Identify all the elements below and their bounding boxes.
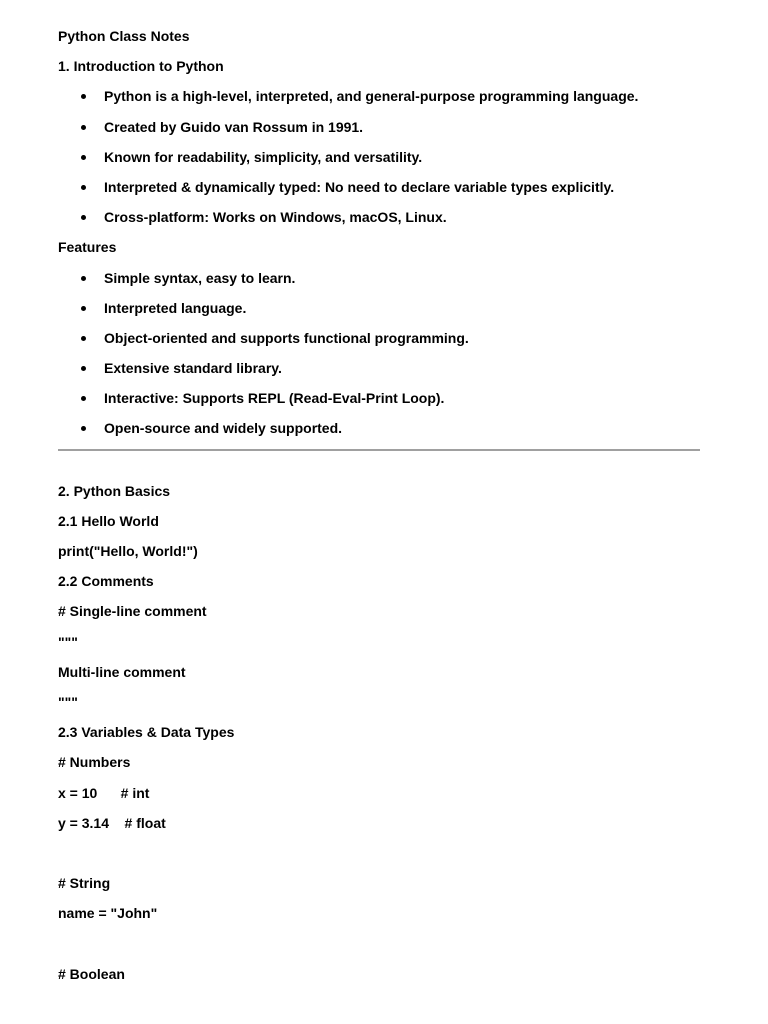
code-line-string-comment: # String <box>58 875 111 892</box>
code-line-print: print("Hello, World!") <box>58 543 198 559</box>
list-item: Object-oriented and supports functional programming. <box>58 326 700 356</box>
list-item: Extensive standard library. <box>58 356 700 386</box>
code-line-numbers-comment: # Numbers <box>58 754 131 771</box>
bullet-icon <box>81 426 86 431</box>
list-item: Interactive: Supports REPL (Read-Eval-Print Loop). <box>58 386 700 416</box>
features-bullet-list <box>58 266 700 447</box>
list-item: Simple syntax, easy to learn. <box>58 266 700 296</box>
introduction-bullet-list <box>58 84 700 235</box>
list-item: Open-source and widely supported. <box>58 416 700 446</box>
list-item: Interpreted language. <box>58 296 700 326</box>
subheading-comments: 2.2 Comments <box>58 573 154 590</box>
blank-line <box>58 931 700 961</box>
subheading-hello-world: 2.1 Hello World <box>58 512 159 529</box>
code-line-docstring-close: """ <box>58 693 78 710</box>
bullet-icon <box>81 306 86 311</box>
section-heading-features: Features <box>58 239 117 256</box>
bullet-icon <box>81 336 86 341</box>
bullet-icon <box>81 185 86 190</box>
list-item: Interpreted & dynamically typed: No need to declare variable types explicitly. <box>58 175 700 205</box>
document-page <box>58 24 700 992</box>
list-item: Known for readability, simplicity, and versatility. <box>58 145 700 175</box>
divider-spacer <box>58 451 700 479</box>
section-heading-python-basics: 2. Python Basics <box>58 482 171 499</box>
document-title: Python Class Notes <box>58 28 190 44</box>
code-line-docstring-open: """ <box>58 633 78 650</box>
list-item: Cross-platform: Works on Windows, macOS, Linux. <box>58 205 700 235</box>
bullet-icon <box>81 94 86 99</box>
bullet-icon <box>81 276 86 281</box>
bullet-icon <box>81 125 86 130</box>
code-line-multiline-comment: Multi-line comment <box>58 663 186 680</box>
bullet-icon <box>81 155 86 160</box>
code-line-string: name = "John" <box>58 905 158 922</box>
subheading-variables-data-types: 2.3 Variables & Data Types <box>58 724 235 741</box>
list-item: Python is a high-level, interpreted, and general-purpose programming language. <box>58 84 700 114</box>
blank-line <box>58 841 700 871</box>
code-line-float: y = 3.14 # float <box>58 814 166 831</box>
code-line-boolean-comment: # Boolean <box>58 965 125 982</box>
bullet-icon <box>81 396 86 401</box>
code-line-int: x = 10 # int <box>58 784 150 801</box>
section-heading-introduction: 1. Introduction to Python <box>58 58 224 75</box>
code-line-single-comment: # Single-line comment <box>58 603 207 620</box>
bullet-icon <box>81 215 86 220</box>
list-item: Created by Guido van Rossum in 1991. <box>58 115 700 145</box>
bullet-icon <box>81 366 86 371</box>
